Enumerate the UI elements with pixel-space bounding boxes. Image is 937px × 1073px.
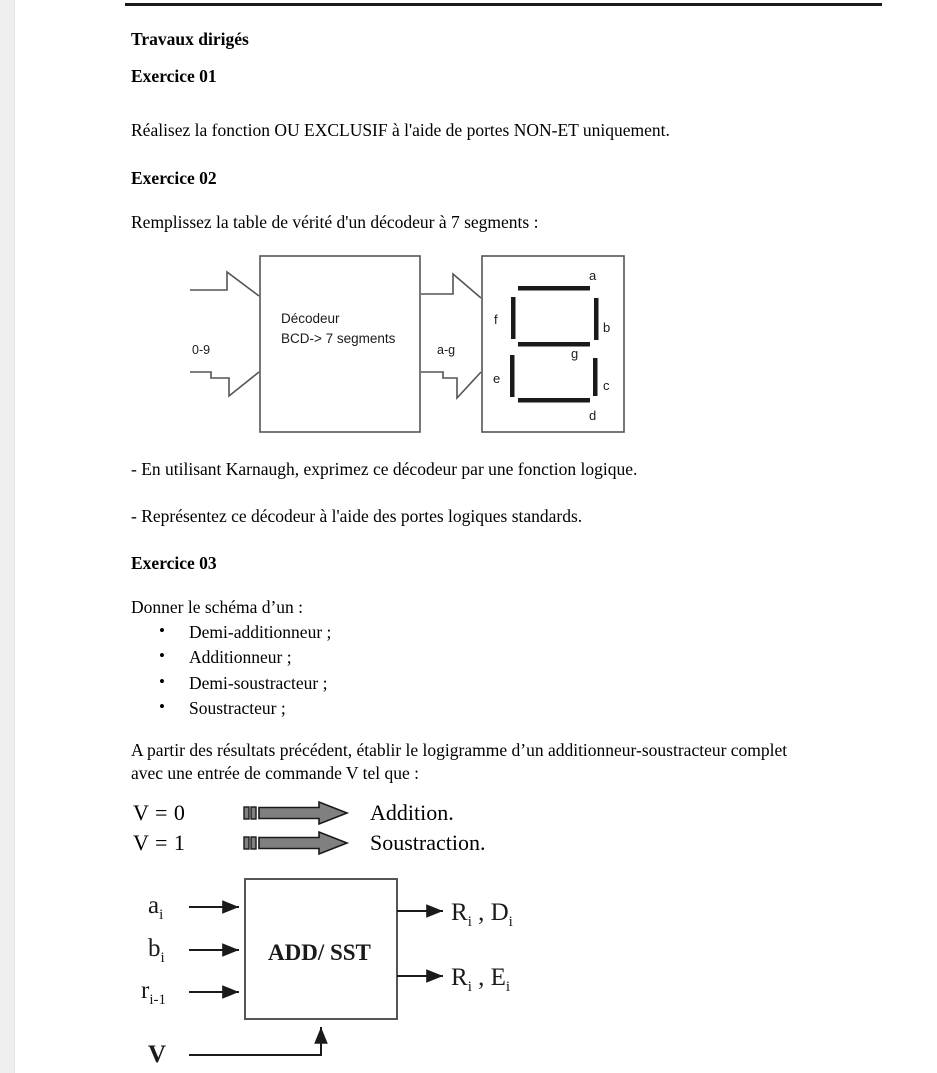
decoder-output-label: a-g — [437, 343, 456, 357]
decoder-input-label: 0-9 — [192, 343, 211, 357]
seven-segment-display — [510, 286, 599, 403]
heading-exercice-02: Exercice 02 — [131, 168, 217, 188]
segment-label-b: b — [603, 320, 611, 335]
segment-label-g: g — [571, 346, 579, 361]
top-divider-rule — [125, 3, 882, 6]
segment-label-e: e — [493, 371, 501, 386]
decoder-block-diagram — [185, 250, 635, 440]
mode-row-addition — [133, 800, 454, 826]
output-label-2: $R_i$ , $E_i$ — [451, 964, 511, 995]
segment-a-bar — [518, 286, 590, 291]
addsst-block-diagram — [131, 865, 571, 1073]
schema-bullet-list — [131, 620, 331, 722]
mode-row-soustraction — [133, 830, 486, 856]
list-item: • Soustracteur ; — [159, 696, 331, 721]
mode-condition-label: V = 1 — [133, 830, 186, 855]
segment-g-bar — [518, 342, 590, 347]
text-exercice-03-paragraph-line2: avec une entrée de commande V tel que : — [131, 763, 419, 783]
control-input-label-v: V — [148, 1041, 167, 1068]
mode-result-label: Addition. — [370, 800, 454, 825]
input-label-r: $r_{i-1}$ — [141, 977, 166, 1008]
segment-label-c: c — [603, 378, 610, 393]
text-exercice-03-paragraph-line1: A partir des résultats précédent, établir le logigramme d’un additionneur-soustracteur complet — [131, 740, 788, 760]
input-label-b: $b_i$ — [148, 935, 165, 966]
list-item: • Additionneur ; — [159, 645, 331, 670]
text-karnaugh-instruction: - En utilisant Karnaugh, exprimez ce décodeur par une fonction logique. — [131, 459, 638, 479]
segment-e-bar — [510, 355, 515, 397]
list-item: • Demi-soustracteur ; — [159, 671, 331, 696]
block-arrow-icon — [243, 830, 358, 856]
addsst-block-label: ADD/ SST — [268, 940, 371, 965]
heading-exercice-01: Exercice 01 — [131, 66, 217, 86]
segment-b-bar — [594, 298, 599, 340]
segment-label-f: f — [494, 312, 498, 327]
block-arrow-icon — [243, 800, 358, 826]
segment-f-bar — [511, 297, 516, 339]
segment-d-bar — [518, 398, 590, 403]
control-input-line-v — [189, 1027, 321, 1055]
mode-result-label: Soustraction. — [370, 830, 486, 855]
decoder-block-line1: Décodeur — [281, 311, 340, 326]
output-label-1: $R_i$ , $D_i$ — [451, 899, 513, 930]
heading-exercice-03: Exercice 03 — [131, 553, 217, 573]
decoder-block-line2: BCD-> 7 segments — [281, 331, 396, 346]
segment-label-d: d — [589, 408, 597, 423]
segment-label-a: a — [589, 268, 597, 283]
page-edge-strip — [0, 0, 15, 1073]
text-exercice-02-body: Remplissez la table de vérité d'un décodeur à 7 segments : — [131, 212, 539, 232]
text-exercice-01-body: Réalisez la fonction OU EXCLUSIF à l'aide de portes NON-ET uniquement. — [131, 120, 670, 140]
page-title: Travaux dirigés — [131, 29, 249, 49]
list-item: • Demi-additionneur ; — [159, 620, 331, 645]
mode-condition-label: V = 0 — [133, 800, 186, 825]
text-exercice-03-intro: Donner le schéma d’un : — [131, 597, 304, 617]
input-label-a: $a_i$ — [148, 892, 164, 923]
segment-c-bar — [593, 358, 598, 396]
text-logic-gates-instruction: - Représentez ce décodeur à l'aide des portes logiques standards. — [131, 506, 583, 526]
